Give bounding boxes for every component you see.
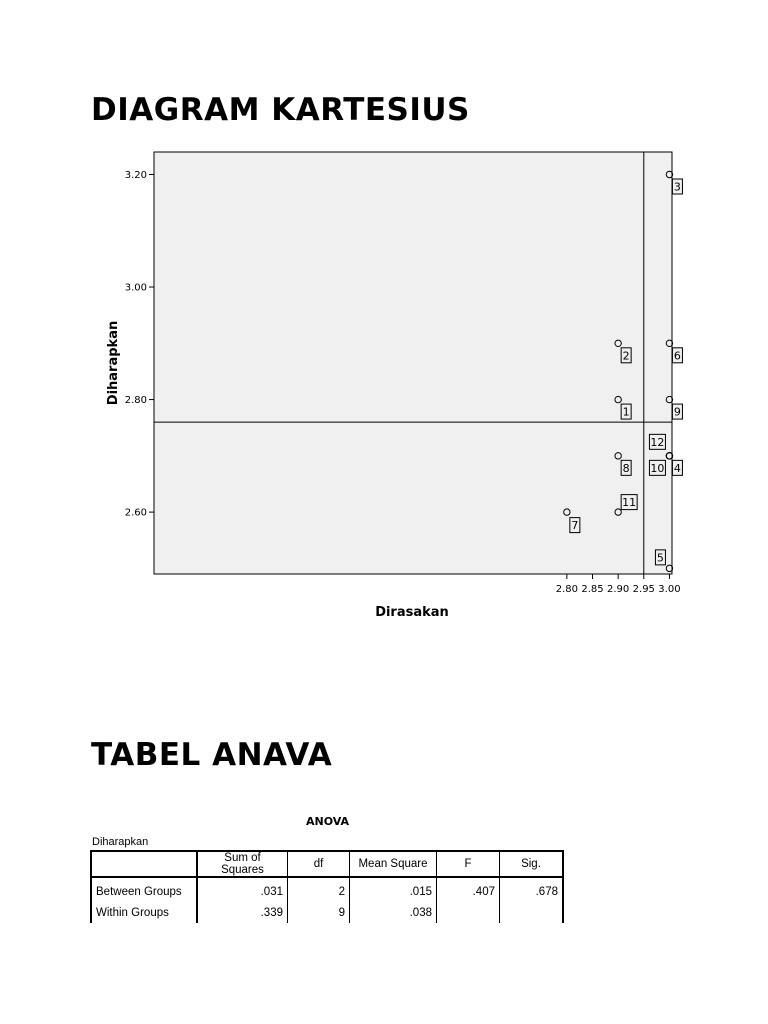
- x-tick-label: 2.90: [607, 584, 630, 595]
- point-label: 7: [571, 519, 579, 533]
- y-axis-label: Diharapkan: [106, 320, 121, 406]
- anova-cell: .678: [500, 877, 564, 902]
- anova-header-f: F: [437, 851, 500, 877]
- anova-cell: [437, 902, 500, 923]
- anova-cell: .031: [197, 877, 288, 902]
- point-label: 6: [673, 349, 681, 363]
- anova-header-sig: Sig.: [500, 851, 564, 877]
- x-tick-label: 3.00: [658, 584, 681, 595]
- x-tick-label: 2.95: [632, 584, 655, 595]
- anova-cell: [500, 902, 564, 923]
- anova-cell: 9: [288, 902, 350, 923]
- point-label: 9: [673, 405, 681, 419]
- y-tick-label: 3.20: [124, 170, 147, 182]
- point-label: 10: [650, 461, 665, 475]
- point-label: 12: [650, 435, 665, 449]
- anova-cell: .339: [197, 902, 288, 923]
- x-tick-label: 2.85: [581, 584, 604, 595]
- anova-header-row: [91, 851, 563, 877]
- point-label: 3: [673, 180, 681, 194]
- point-label: 11: [622, 496, 637, 510]
- point-label: 8: [622, 461, 630, 475]
- anova-cell: .407: [437, 877, 500, 902]
- point-label: 1: [622, 405, 630, 419]
- anova-table: [90, 850, 564, 923]
- y-tick-label: 3.00: [124, 282, 147, 294]
- anova-header-sum-of-squares: Sum of Squares: [197, 851, 288, 877]
- point-label: 2: [622, 349, 630, 363]
- chart-heading: DIAGRAM KARTESIUS: [91, 92, 470, 128]
- anova-row-label: Between Groups: [91, 877, 197, 902]
- y-tick-label: 2.60: [124, 507, 147, 519]
- anova-cell: .015: [350, 877, 437, 902]
- anova-dependent-variable: Diharapkan: [92, 836, 149, 848]
- anova-header-mean-square: Mean Square: [350, 851, 437, 877]
- plot-area: [154, 152, 672, 574]
- y-tick-label: 2.80: [124, 395, 147, 407]
- anova-header-df: df: [288, 851, 350, 877]
- x-axis-label: Dirasakan: [375, 605, 449, 620]
- anova-caption: ANOVA: [305, 815, 350, 828]
- point-label: 5: [656, 551, 664, 565]
- anova-cell: .038: [350, 902, 437, 923]
- point-label: 4: [673, 461, 681, 475]
- table-row: [91, 877, 563, 902]
- x-tick-label: 2.80: [555, 584, 578, 595]
- anova-header-corner: [91, 851, 197, 877]
- anova-row-label: Within Groups: [91, 902, 197, 923]
- table-heading: TABEL ANAVA: [91, 737, 333, 773]
- anova-cell: 2: [288, 877, 350, 902]
- table-row: [91, 902, 563, 923]
